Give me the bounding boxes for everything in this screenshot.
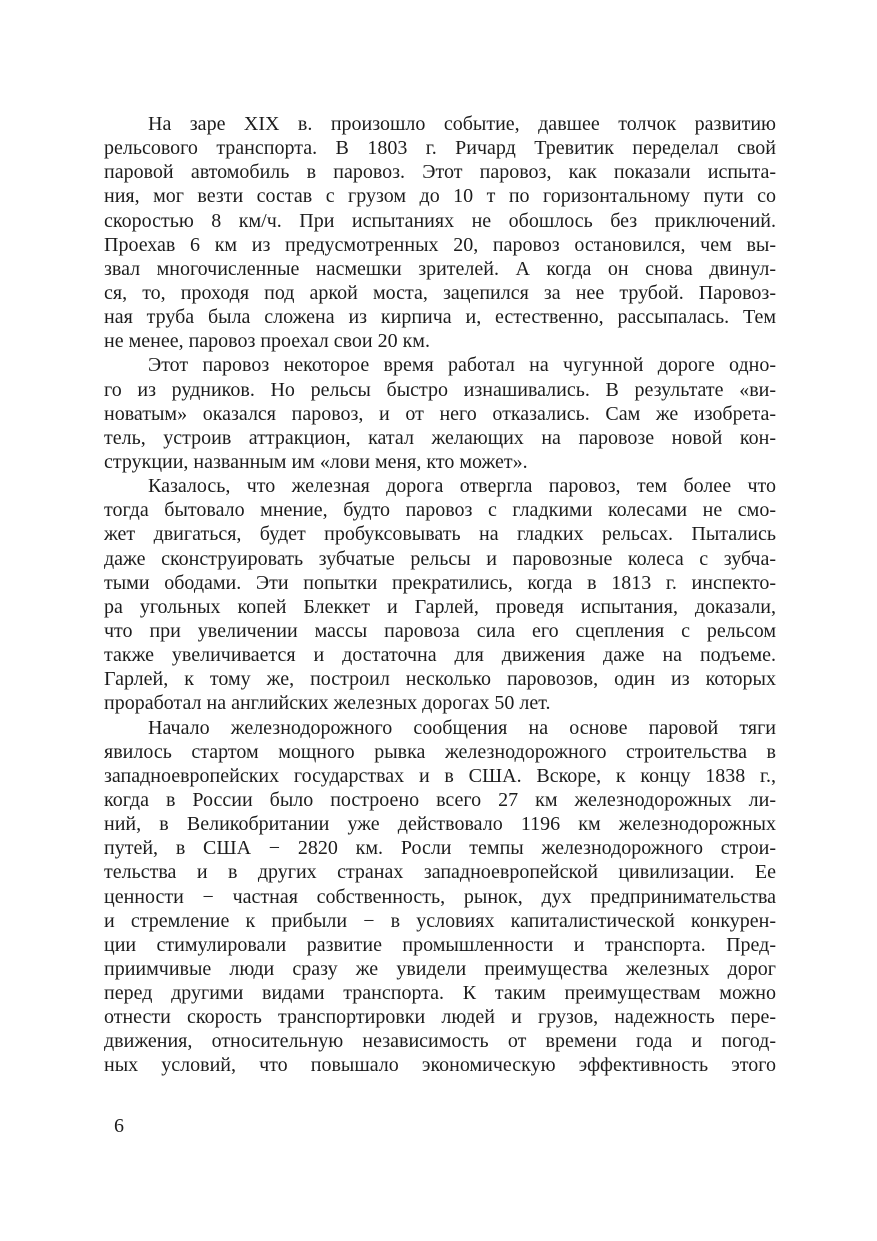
paragraph-1	[104, 112, 776, 353]
text-line: Этот паровоз некоторое время работал на чугунной дороге одно-	[148, 354, 776, 377]
text-line: путей, в США − 2820 км. Росли темпы железнодорожного строи-	[104, 837, 776, 860]
text-line: что при увеличении массы паровоза сила его сцепления с рельсом	[104, 619, 776, 642]
text-line: проработал на английских железных дорогах 50 лет.	[104, 692, 551, 715]
text-line: также увеличивается и достаточна для движения даже на подъеме.	[104, 644, 776, 667]
text-line: ра угольных копей Блеккет и Гарлей, проведя испытания, доказали,	[104, 595, 776, 618]
text-line: явилось стартом мощного рывка железнодорожного строительства в	[104, 740, 776, 763]
text-line: даже сконструировать зубчатые рельсы и паровозные колеса с зубча-	[104, 547, 776, 570]
text-line: Проехав 6 км из предусмотренных 20, паровоз остановился, чем вы-	[104, 233, 776, 256]
text-line: ний, в Великобритании уже действовало 1196 км железнодорожных	[104, 813, 776, 836]
text-line: звал многочисленные насмешки зрителей. А когда он снова двинул-	[104, 257, 776, 280]
text-line: струкции, названным им «лови меня, кто может».	[104, 450, 528, 473]
text-line: тельства и в других странах западноевропейской цивилизации. Ее	[104, 861, 776, 884]
text-line: Начало железнодорожного сообщения на основе паровой тяги	[148, 716, 776, 739]
text-line: приимчивые люди сразу же увидели преимущества железных дорог	[104, 957, 776, 980]
text-line: движения, относительную независимость от времени года и погод-	[104, 1030, 776, 1053]
text-line: паровой автомобиль в паровоз. Этот паровоз, как показали испыта-	[104, 161, 776, 184]
text-line: жет двигаться, будет пробуксовывать на гладких рельсах. Пытались	[104, 523, 776, 546]
text-line: не менее, паровоз проехал свои 20 км.	[104, 330, 430, 353]
paragraph-3	[104, 474, 776, 715]
text-line: ся, то, проходя под аркой моста, зацепился за нее трубой. Паровоз-	[104, 281, 776, 304]
text-line: отнести скорость транспортировки людей и грузов, надежность пере-	[104, 1006, 776, 1029]
text-line: На заре XIX в. произошло событие, давшее толчок развитию	[148, 113, 776, 135]
text-line: когда в России было построено всего 27 км железнодорожных ли-	[104, 788, 776, 811]
page-text	[104, 112, 776, 1078]
text-line: Гарлей, к тому же, построил несколько паровозов, один из которых	[104, 668, 776, 691]
paragraph-4	[104, 716, 776, 1078]
text-line: новатым» оказался паровоз, и от него отказались. Сам же изобрета-	[104, 402, 776, 425]
text-line: ная труба была сложена из кирпича и, естественно, рассыпалась. Тем	[104, 306, 776, 329]
text-line: ции стимулировали развитие промышленности и транспорта. Пред-	[104, 933, 776, 956]
text-line: западноевропейских государствах и в США. Вскоре, к концу 1838 г.,	[104, 764, 776, 787]
text-line: ния, мог везти состав с грузом до 10 т по горизонтальному пути со	[104, 185, 776, 208]
text-line: ценности − частная собственность, рынок, дух предпринимательства	[104, 885, 776, 908]
page-number: 6	[114, 1115, 124, 1137]
text-line: рельсового транспорта. В 1803 г. Ричард Тревитик переделал свой	[104, 137, 776, 160]
text-line: перед другими видами транспорта. К таким преимуществам можно	[104, 982, 776, 1005]
text-line: тыми ободами. Эти попытки прекратились, когда в 1813 г. инспекто-	[104, 571, 776, 594]
text-line: ных условий, что повышало экономическую эффективность этого	[104, 1054, 776, 1077]
text-line: скоростью 8 км/ч. При испытаниях не обошлось без приключений.	[104, 209, 776, 232]
paragraph-2	[104, 353, 776, 474]
text-line: тель, устроив аттракцион, катал желающих на паровозе новой кон-	[104, 426, 776, 449]
text-line: го из рудников. Но рельсы быстро изнашивались. В результате «ви-	[104, 378, 776, 401]
text-line: Казалось, что железная дорога отвергла паровоз, тем более что	[148, 475, 776, 498]
text-line: и стремление к прибыли − в условиях капиталистической конкурен-	[104, 909, 776, 932]
text-line: тогда бытовало мнение, будто паровоз с гладкими колесами не смо-	[104, 499, 776, 522]
